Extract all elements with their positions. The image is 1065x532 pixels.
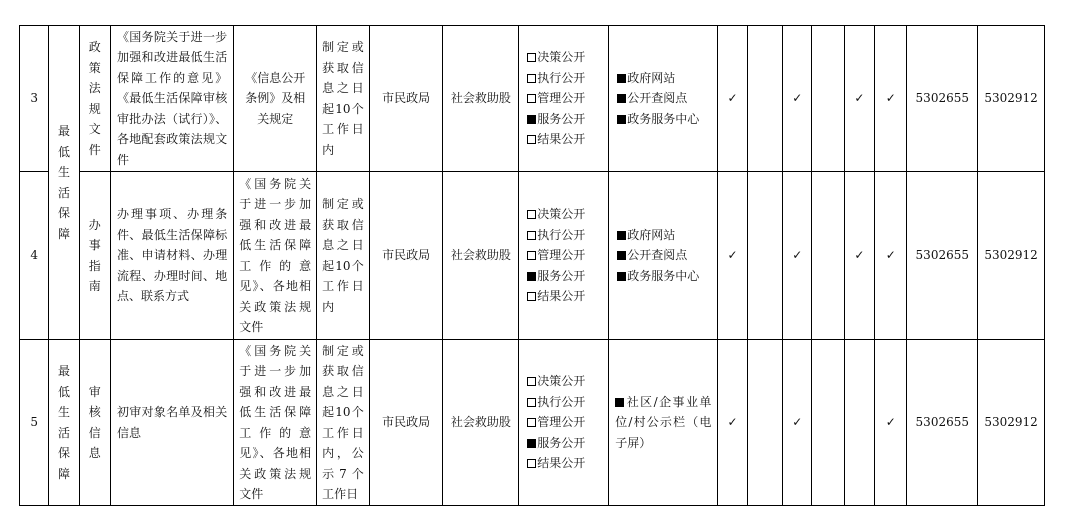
check-mark: ✓ xyxy=(875,172,907,340)
content-cell: 初审对象名单及相关信息 xyxy=(110,340,233,506)
category-cell xyxy=(49,26,79,340)
disclosure-option: 管理公开 xyxy=(527,88,608,109)
subcategory-text: 办事指南 xyxy=(88,217,101,293)
channel-option: 公开查阅点 xyxy=(617,245,717,266)
subject-cell: 市民政局 xyxy=(369,340,443,506)
deadline-cell: 制定或获取信息之日起10个工作日内 xyxy=(317,26,370,172)
row-number: 4 xyxy=(20,172,49,340)
checkbox-filled-icon xyxy=(617,272,626,281)
checkbox-empty-icon xyxy=(527,94,536,103)
checkbox-filled-icon xyxy=(617,94,626,103)
table-row xyxy=(20,26,1045,172)
category-cell xyxy=(49,340,79,506)
deadline-cell: 制定或获取信息之日起10个工作日内，公示7个工作日 xyxy=(317,340,370,506)
disclosure-cell xyxy=(519,340,609,506)
disclosure-option: 服务公开 xyxy=(527,266,608,287)
channel-cell xyxy=(609,26,718,172)
checkbox-empty-icon xyxy=(527,398,536,407)
disclosure-option: 决策公开 xyxy=(527,371,608,392)
disclosure-table xyxy=(19,25,1045,506)
basis-cell: 《国务院关于进一步加强和改进最低生活保障工作的意见》、各地相关政策法规文件 xyxy=(234,172,317,340)
channel-option: 政务服务中心 xyxy=(617,266,717,287)
subcategory-cell xyxy=(79,340,110,506)
checkbox-empty-icon xyxy=(527,459,536,468)
phone-cell: 5302655 xyxy=(907,172,978,340)
checkbox-filled-icon xyxy=(527,272,536,281)
check-mark: ✓ xyxy=(783,172,812,340)
basis-cell: 《信息公开条例》及相关规定 xyxy=(234,26,317,172)
subject-cell: 市民政局 xyxy=(369,172,443,340)
channel-option: 社区/企事业单位/村公示栏（电子屏） xyxy=(615,394,712,450)
category-text: 最低生活保障 xyxy=(57,124,70,241)
phone-cell: 5302912 xyxy=(978,26,1045,172)
disclosure-option: 执行公开 xyxy=(527,392,608,413)
dept-cell: 社会救助股 xyxy=(443,340,519,506)
disclosure-cell xyxy=(519,172,609,340)
checkbox-empty-icon xyxy=(527,377,536,386)
content-cell: 办理事项、办理条件、最低生活保障标准、申请材料、办理流程、办理时间、地点、联系方式 xyxy=(110,172,233,340)
check-mark xyxy=(812,340,844,506)
subcategory-cell xyxy=(79,172,110,340)
checkbox-filled-icon xyxy=(615,398,624,407)
disclosure-option: 执行公开 xyxy=(527,68,608,89)
check-mark: ✓ xyxy=(718,340,747,506)
row-number: 5 xyxy=(20,340,49,506)
check-mark xyxy=(844,340,874,506)
subcategory-text: 审核信息 xyxy=(88,384,101,460)
phone-cell: 5302655 xyxy=(907,26,978,172)
disclosure-option: 结果公开 xyxy=(527,453,608,474)
check-mark: ✓ xyxy=(783,340,812,506)
checkbox-empty-icon xyxy=(527,210,536,219)
disclosure-option: 管理公开 xyxy=(527,245,608,266)
checkbox-filled-icon xyxy=(527,115,536,124)
check-mark xyxy=(747,172,782,340)
row-number: 3 xyxy=(20,26,49,172)
channel-option: 政府网站 xyxy=(617,225,717,246)
checkbox-empty-icon xyxy=(527,135,536,144)
check-mark: ✓ xyxy=(718,26,747,172)
checkbox-empty-icon xyxy=(527,418,536,427)
phone-cell: 5302655 xyxy=(907,340,978,506)
category-text: 最低生活保障 xyxy=(57,364,70,481)
check-mark: ✓ xyxy=(718,172,747,340)
disclosure-option: 结果公开 xyxy=(527,129,608,150)
checkbox-filled-icon xyxy=(527,439,536,448)
check-mark: ✓ xyxy=(844,26,874,172)
subcategory-cell xyxy=(79,26,110,172)
disclosure-option: 管理公开 xyxy=(527,412,608,433)
channel-cell xyxy=(609,340,718,506)
disclosure-option: 结果公开 xyxy=(527,286,608,307)
checkbox-empty-icon xyxy=(527,251,536,260)
basis-cell: 《国务院关于进一步加强和改进最低生活保障工作的意见》、各地相关政策法规文件 xyxy=(234,340,317,506)
table-row xyxy=(20,340,1045,506)
disclosure-option: 服务公开 xyxy=(527,433,608,454)
channel-cell xyxy=(609,172,718,340)
phone-cell: 5302912 xyxy=(978,340,1045,506)
dept-cell: 社会救助股 xyxy=(443,26,519,172)
dept-cell: 社会救助股 xyxy=(443,172,519,340)
content-cell: 《国务院关于进一步加强和改进最低生活保障工作的意见》《最低生活保障审核审批办法（试行）》、各地配套政策法规文件 xyxy=(110,26,233,172)
checkbox-empty-icon xyxy=(527,74,536,83)
checkbox-filled-icon xyxy=(617,231,626,240)
disclosure-option: 决策公开 xyxy=(527,204,608,225)
checkbox-empty-icon xyxy=(527,292,536,301)
phone-cell: 5302912 xyxy=(978,172,1045,340)
disclosure-option: 服务公开 xyxy=(527,109,608,130)
checkbox-empty-icon xyxy=(527,231,536,240)
check-mark xyxy=(812,172,844,340)
checkbox-empty-icon xyxy=(527,53,536,62)
subcategory-text: 政策法规文件 xyxy=(88,40,101,157)
disclosure-option: 执行公开 xyxy=(527,225,608,246)
disclosure-cell xyxy=(519,26,609,172)
deadline-cell: 制定或获取信息之日起10个工作日内 xyxy=(317,172,370,340)
channel-option: 政务服务中心 xyxy=(617,109,717,130)
check-mark: ✓ xyxy=(875,26,907,172)
check-mark xyxy=(812,26,844,172)
checkbox-filled-icon xyxy=(617,251,626,260)
channel-option: 公开查阅点 xyxy=(617,88,717,109)
check-mark xyxy=(747,26,782,172)
disclosure-option: 决策公开 xyxy=(527,47,608,68)
check-mark: ✓ xyxy=(783,26,812,172)
subject-cell: 市民政局 xyxy=(369,26,443,172)
checkbox-filled-icon xyxy=(617,74,626,83)
check-mark: ✓ xyxy=(844,172,874,340)
check-mark: ✓ xyxy=(875,340,907,506)
table-row xyxy=(20,172,1045,340)
check-mark xyxy=(747,340,782,506)
channel-option: 政府网站 xyxy=(617,68,717,89)
checkbox-filled-icon xyxy=(617,115,626,124)
